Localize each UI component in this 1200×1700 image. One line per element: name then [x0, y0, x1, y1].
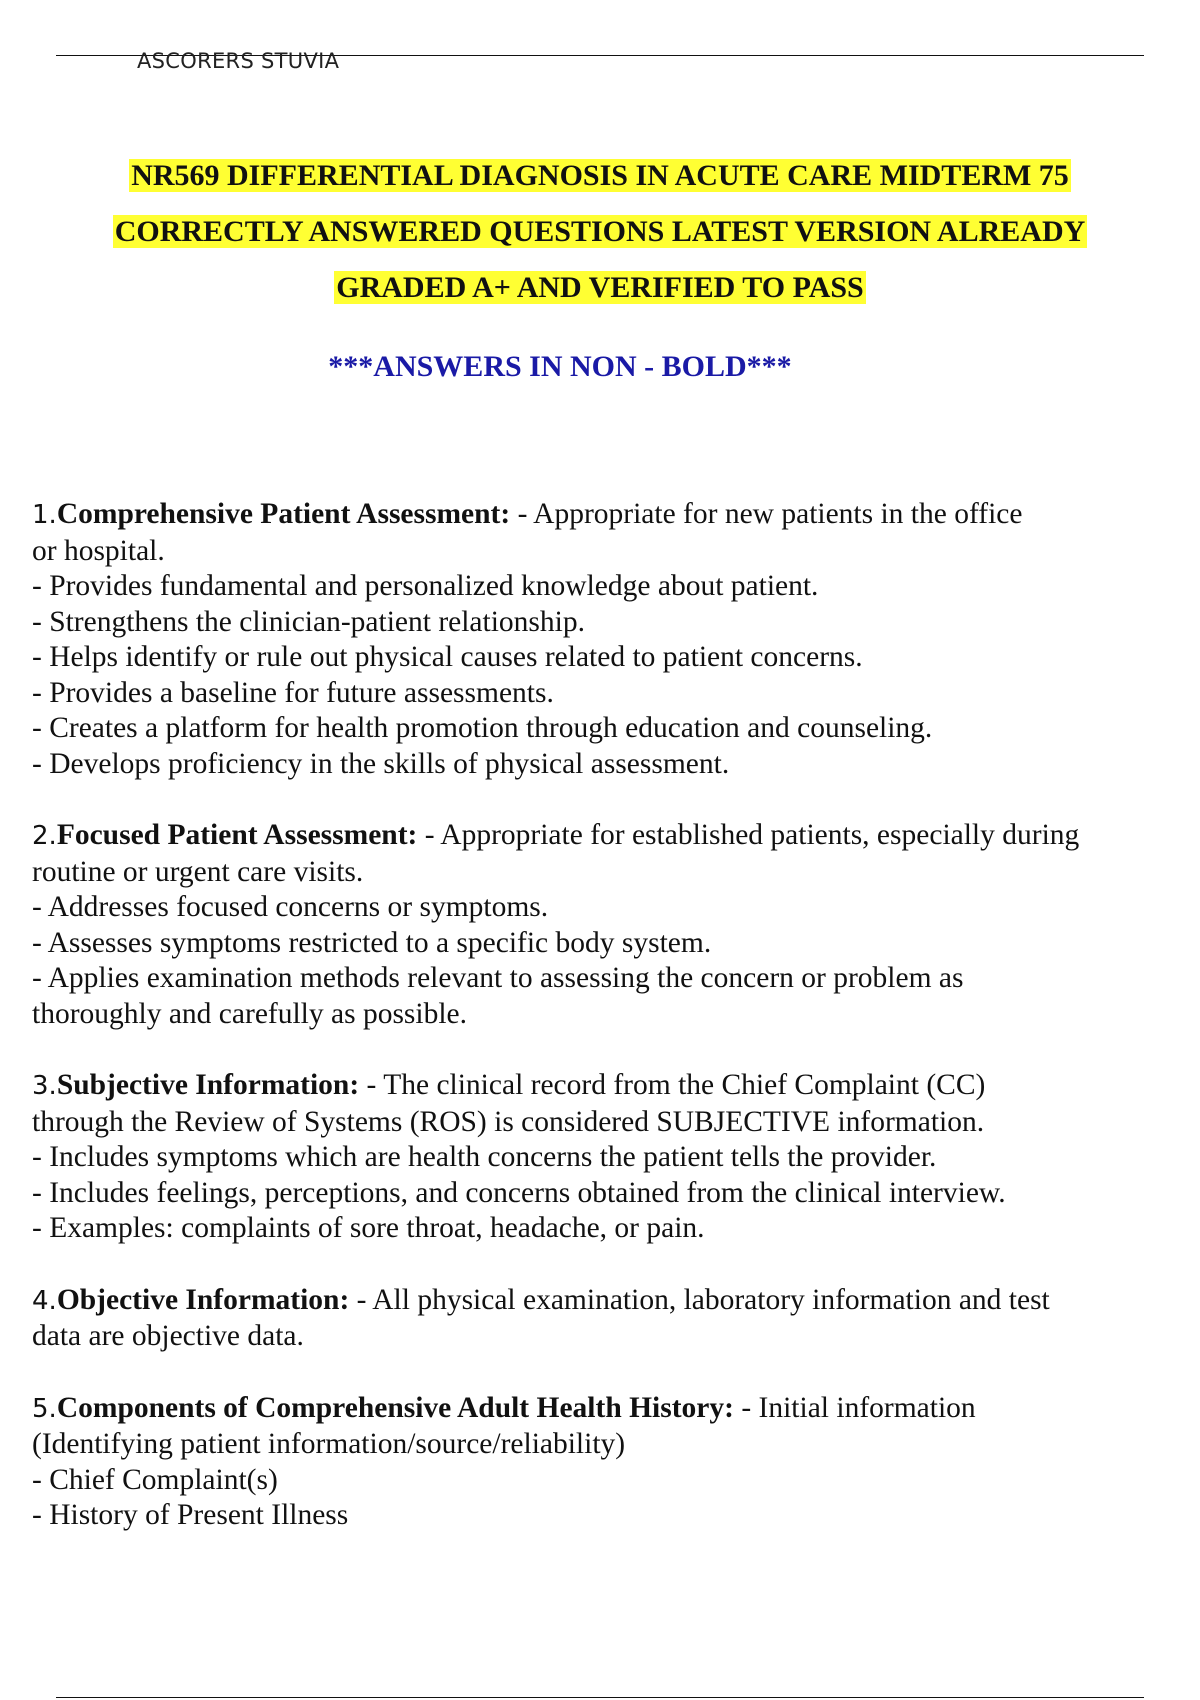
- answer-line: - Appropriate for new patients in the office: [510, 498, 1023, 530]
- question-number: 5.: [32, 1393, 57, 1424]
- answers-note: ***ANSWERS IN NON - BOLD***: [328, 350, 792, 383]
- answer-line: - Includes feelings, perceptions, and concerns obtained from the clinical interview.: [32, 1176, 1006, 1209]
- question-number: 4.: [32, 1285, 57, 1316]
- question-number: 2.: [32, 821, 57, 851]
- answer-line: - Includes symptoms which are health concerns the patient tells the provider.: [32, 1141, 937, 1173]
- question-item: [32, 1391, 1182, 1534]
- answer-line: thoroughly and carefully as possible.: [32, 997, 468, 1030]
- answer-line: - Helps identify or rule out physical causes related to patient concerns.: [32, 641, 863, 673]
- title-line-2: CORRECTLY ANSWERED QUESTIONS LATEST VERSION ALREADY: [114, 215, 1086, 248]
- answer-line: data are objective data.: [32, 1320, 304, 1352]
- answer-line: - All physical examination, laboratory information and test: [349, 1283, 1050, 1316]
- question-term: Comprehensive Patient Assessment:: [56, 498, 511, 530]
- question-number: 1.: [32, 500, 57, 530]
- question-term: Objective Information:: [56, 1283, 350, 1316]
- answer-line: - Examples: complaints of sore throat, headache, or pain.: [32, 1212, 705, 1244]
- question-term: Subjective Information:: [56, 1069, 360, 1101]
- question-item: [32, 1068, 1182, 1247]
- question-item: [32, 818, 1182, 1032]
- answer-line: - Creates a platform for health promotion through education and counseling.: [32, 712, 933, 744]
- answer-line: - Initial information: [733, 1391, 976, 1424]
- document-title: [30, 148, 1170, 316]
- answer-line: - Addresses focused concerns or symptoms.: [32, 891, 549, 923]
- answer-line: - Provides fundamental and personalized knowledge about patient.: [32, 570, 819, 602]
- answer-line: - Appropriate for established patients, especially during: [417, 819, 1080, 851]
- answer-line: through the Review of Systems (ROS) is considered SUBJECTIVE information.: [32, 1105, 985, 1138]
- question-number: 3.: [32, 1071, 57, 1101]
- answer-line: - Chief Complaint(s): [32, 1463, 278, 1496]
- title-line-3: GRADED A+ AND VERIFIED TO PASS: [336, 271, 864, 304]
- answer-line: - Provides a baseline for future assessments.: [32, 676, 554, 709]
- footer-rule: [56, 1697, 1144, 1698]
- answer-line: - The clinical record from the Chief Complaint (CC): [359, 1069, 986, 1101]
- answer-line: - Applies examination methods relevant to assessing the concern or problem as: [32, 962, 964, 994]
- answer-line: - Develops proficiency in the skills of physical assessment.: [32, 747, 730, 780]
- header-source: ASCORERS STUVIA: [137, 49, 340, 73]
- answer-line: - Strengthens the clinician-patient relationship.: [32, 605, 585, 638]
- question-term: Focused Patient Assessment:: [56, 819, 418, 851]
- answer-line: or hospital.: [32, 534, 165, 567]
- answer-line: routine or urgent care visits.: [32, 855, 364, 888]
- question-item: [32, 497, 1182, 782]
- question-term: Components of Comprehensive Adult Health History:: [56, 1391, 734, 1424]
- title-line-1: NR569 DIFFERENTIAL DIAGNOSIS IN ACUTE CARE MIDTERM 75: [131, 159, 1069, 192]
- question-list: [32, 497, 1182, 1570]
- answer-line: (Identifying patient information/source/reliability): [32, 1428, 626, 1460]
- question-item: [32, 1283, 1182, 1355]
- answer-line: - History of Present Illness: [32, 1499, 349, 1531]
- answer-line: - Assesses symptoms restricted to a specific body system.: [32, 926, 712, 959]
